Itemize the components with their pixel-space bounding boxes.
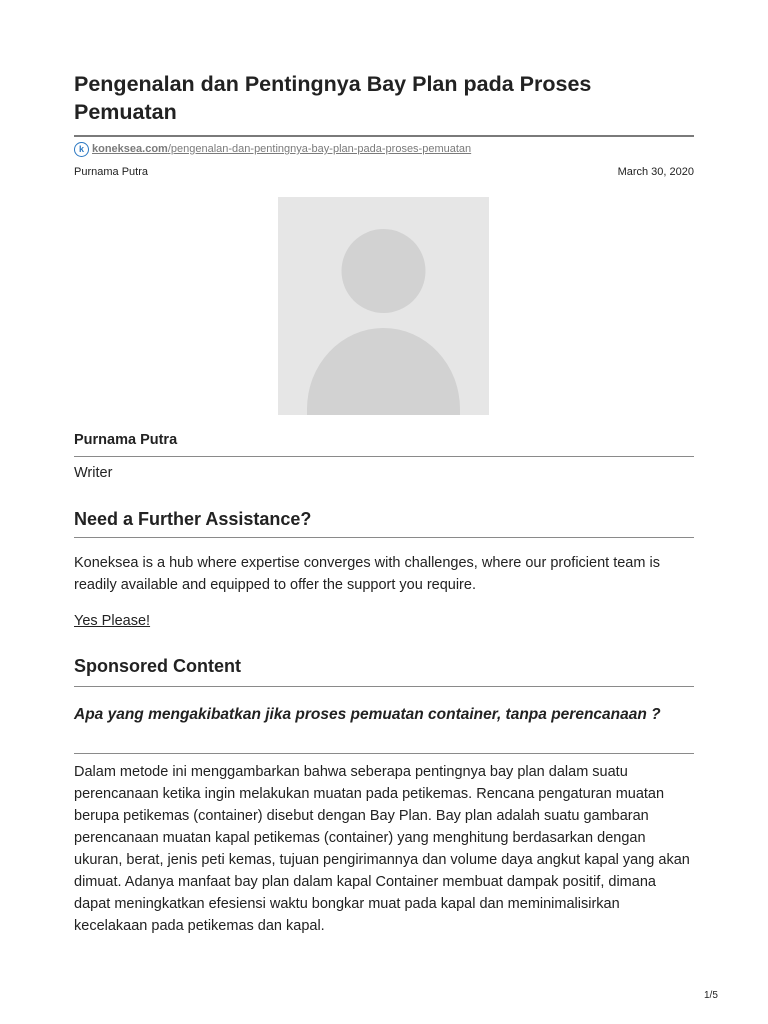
subheading-divider	[74, 753, 694, 754]
assistance-heading: Need a Further Assistance?	[74, 509, 312, 529]
sponsored-body: Dalam metode ini menggambarkan bahwa seberapa pentingnya bay plan dalam suatu perencanaan ketika ingin melakukan muatan pada petikemas. Rencana pengaturan muatan berupa petikemas (container) disebut dengan Bay Plan. Bay plan adalah suatu gambaran perencanaan muatan kapal petikemas (container) yang menghitung berdasarkan dengan ukuran, berat, jenis peti kemas, tujuan pengirimannya dan volume daya angkut kapal yang akan dimuat. Adanya manfaat bay plan dalam kapal Container membuat dampak positif, dimana dapat meningkatkan efesiensi waktu bongkar muat pada kapal dan meminimalisirkan kecelakaan pada petikemas dan kapal.	[74, 764, 690, 934]
source-domain: koneksea.com	[92, 143, 168, 155]
byline-author: Purnama Putra	[74, 166, 148, 178]
author-box-name: Purnama Putra	[74, 432, 178, 448]
author-box-role: Writer	[74, 465, 113, 481]
byline-date: March 30, 2020	[617, 166, 694, 178]
page-number: 1/5	[704, 990, 718, 1001]
assistance-text: Koneksea is a hub where expertise converges with challenges, where our proficient team is readily available and equipped to offer the support you require.	[74, 555, 660, 593]
source-link[interactable]	[92, 143, 471, 155]
koneksea-logo-icon	[74, 142, 89, 157]
author-divider	[74, 456, 694, 457]
byline	[74, 166, 694, 178]
source-line	[74, 141, 471, 157]
source-path: /pengenalan-dan-pentingnya-bay-plan-pada-proses-pemuatan	[167, 143, 472, 155]
koneksea-logo-letter: k	[78, 143, 84, 154]
user-placeholder-icon	[278, 197, 489, 415]
yes-please-link[interactable]: Yes Please!	[74, 613, 151, 629]
title-divider	[74, 135, 694, 137]
article-title: Pengenalan dan Pentingnya Bay Plan pada Proses Pemuatan	[74, 72, 592, 124]
assistance-divider	[74, 537, 694, 538]
sponsored-heading: Sponsored Content	[74, 656, 241, 676]
author-avatar	[278, 197, 489, 415]
sponsored-divider	[74, 686, 694, 687]
sponsored-subheading: Apa yang mengakibatkan jika proses pemuatan container, tanpa perencanaan ?	[74, 706, 661, 723]
